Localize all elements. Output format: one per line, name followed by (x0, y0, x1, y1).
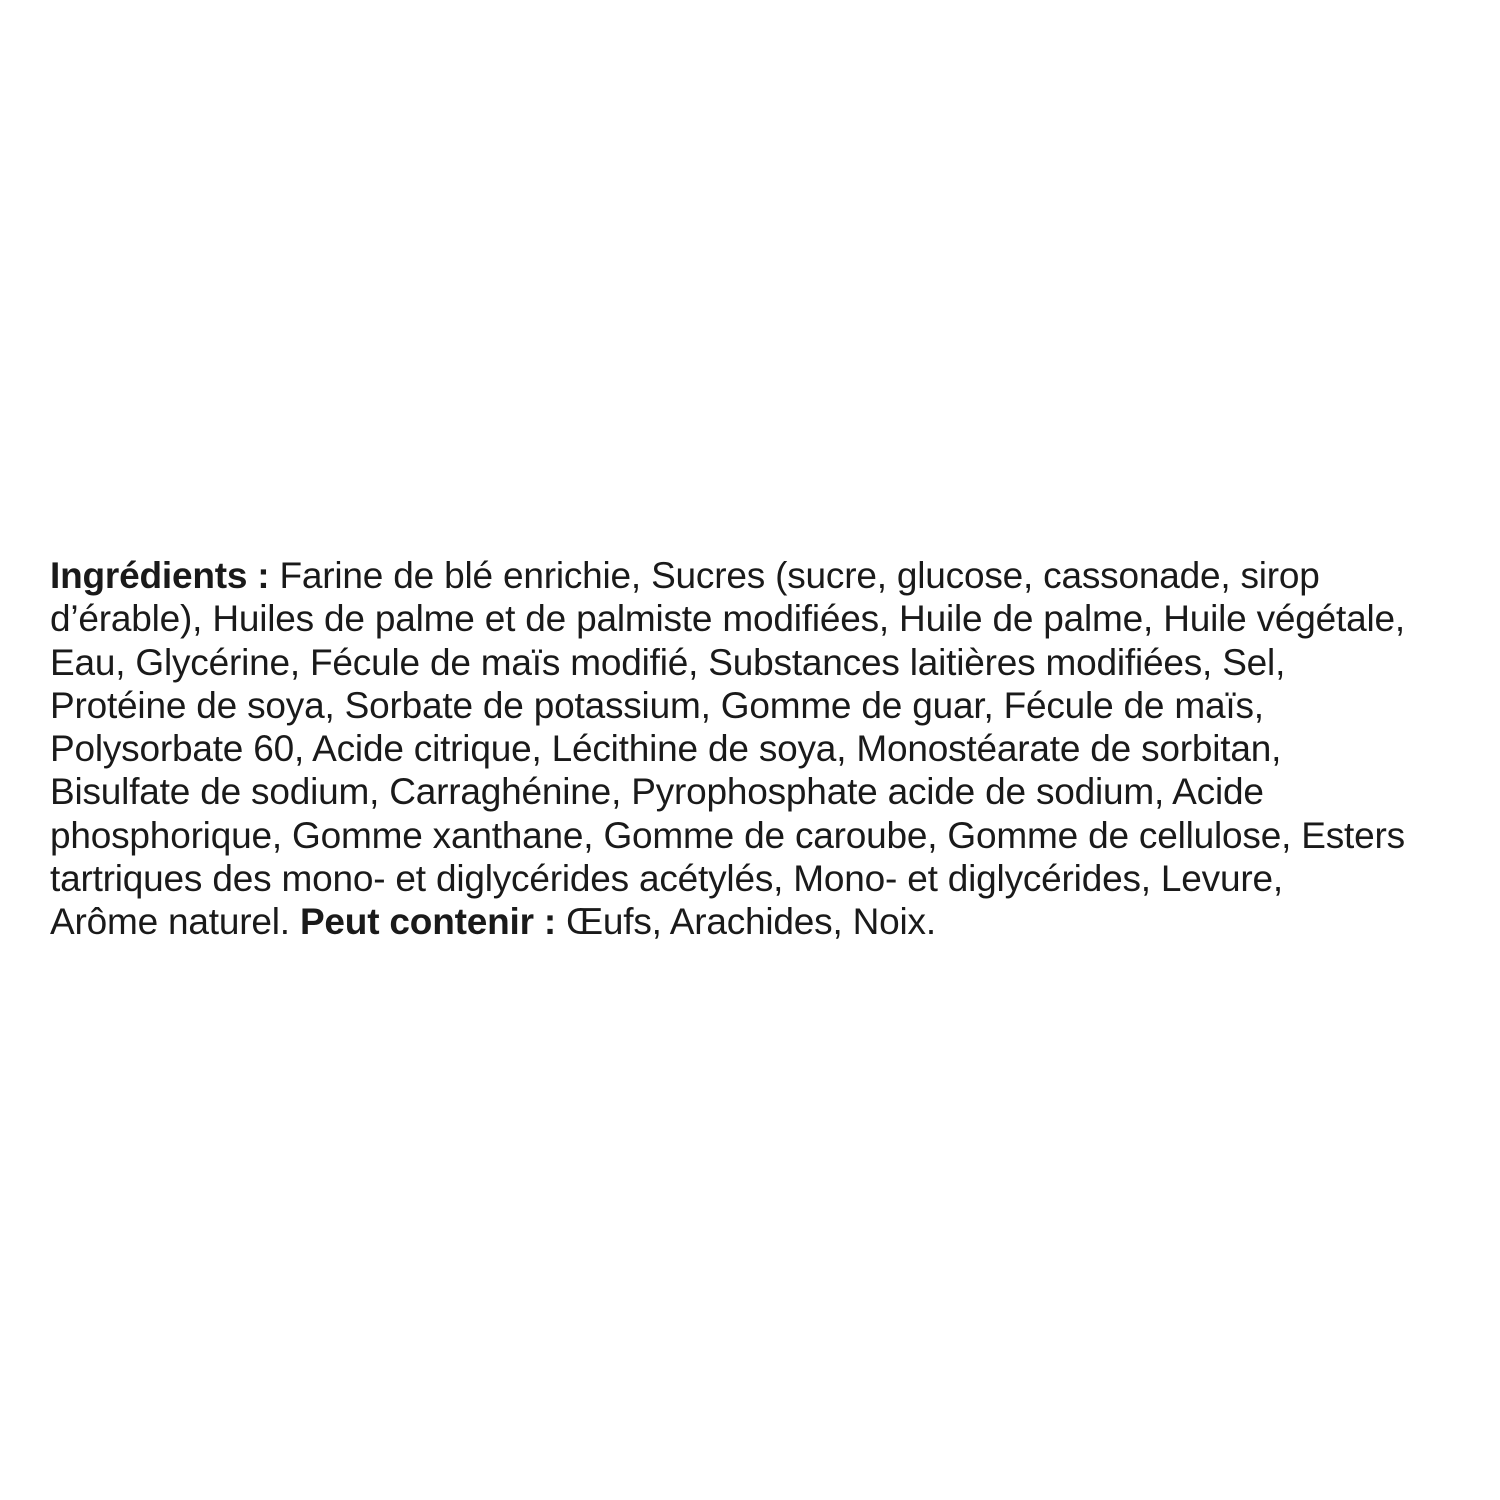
ingredients-line-4: Protéine de soya, Sorbate de potassium, Gomme de guar, Fécule de maïs, (50, 684, 1264, 726)
may-contain-heading: Peut contenir : (299, 901, 556, 943)
ingredients-line-7: phosphorique, Gomme xanthane, Gomme de caroube, Gomme de cellulose, Esters (50, 814, 1405, 856)
ingredients-line-2: d’érable), Huiles de palme et de palmiste modifiées, Huile de palme, Huile végétale, (50, 598, 1405, 640)
ingredients-heading: Ingrédients : (50, 555, 270, 596)
ingredients-line-9 (50, 900, 1460, 943)
ingredients-list (50, 554, 1460, 944)
ingredients-line-6: Bisulfate de sodium, Carraghénine, Pyrophosphate acide de sodium, Acide (50, 771, 1264, 813)
ingredients-line-5: Polysorbate 60, Acide citrique, Lécithine de soya, Monostéarate de sorbitan, (50, 728, 1282, 770)
ingredients-line-9-text: Arôme naturel. (50, 901, 300, 943)
ingredients-line-3: Eau, Glycérine, Fécule de maïs modifié, Substances laitières modifiées, Sel, (50, 641, 1286, 683)
ingredients-line-1 (50, 554, 1460, 597)
may-contain-text: Œufs, Arachides, Noix. (555, 901, 936, 943)
ingredients-line-8: tartriques des mono- et diglycérides acétylés, Mono- et diglycérides, Levure, (50, 858, 1283, 900)
ingredients-line-1-text: Farine de blé enrichie, Sucres (sucre, glucose, cassonade, sirop (269, 555, 1320, 596)
